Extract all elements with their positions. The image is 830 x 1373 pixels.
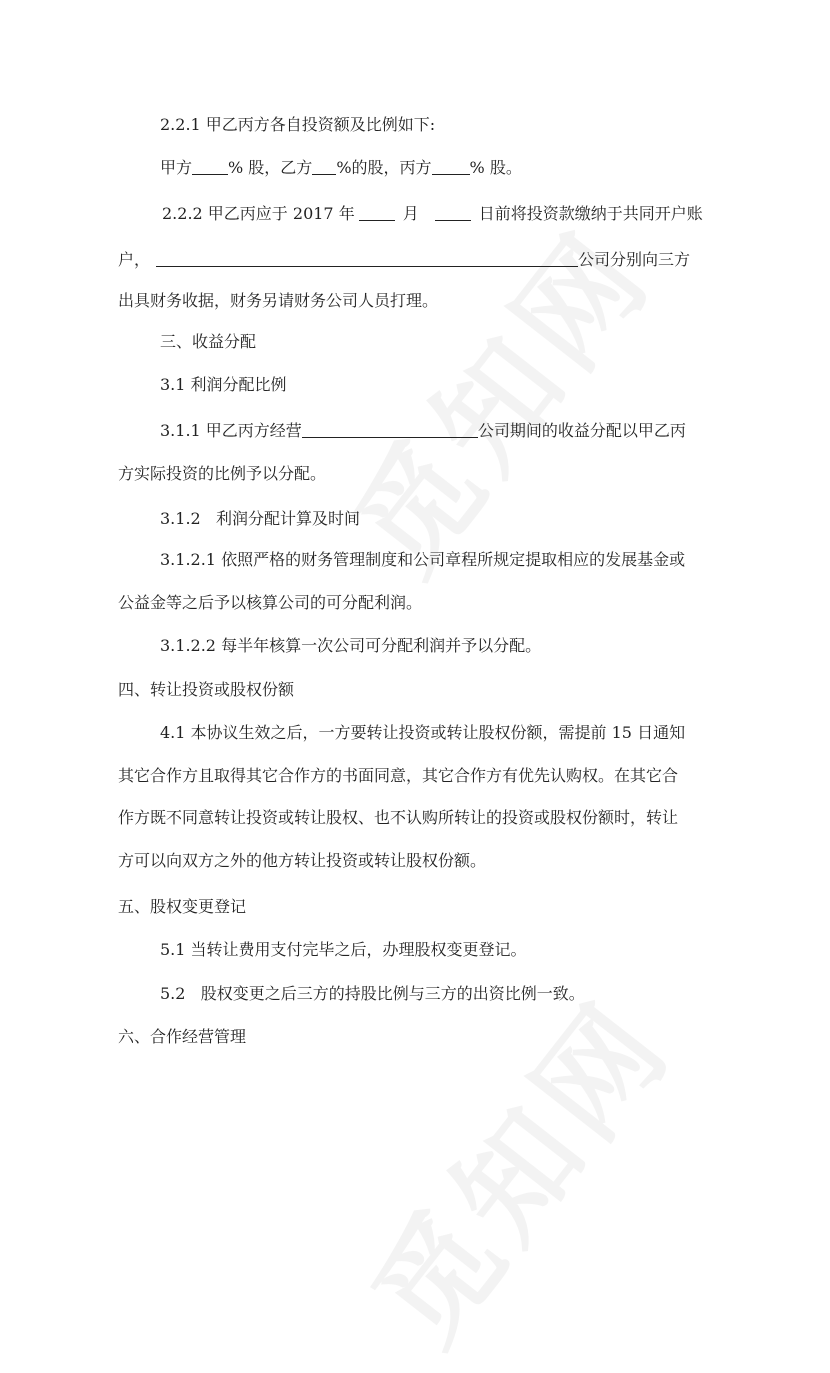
paragraph-2-2-2: 2.2.2 甲乙丙应于 2017 年 月 日前将投资款缴纳于共同开户账 (162, 204, 703, 223)
paragraph-3-1-1: 3.1.1 甲乙丙方经营 公司期间的收益分配以甲乙丙 (160, 421, 686, 440)
blank-company-name (156, 250, 578, 267)
heading-3-1: 3.1 利润分配比例 (160, 375, 287, 394)
heading-section-6: 六、合作经营管理 (118, 1027, 247, 1046)
paragraph-4-1: 4.1 本协议生效之后，一方要转让投资或转让股权份额，需提前 15 日通知 (160, 723, 686, 742)
paragraph-4-1-cont-3: 方可以向双方之外的他方转让投资或转让股权份额。 (118, 851, 487, 870)
paragraph-5-2: 5.2 股权变更之后三方的持股比例与三方的出资比例一致。 (160, 984, 585, 1003)
paragraph-2-2-2-cont: 户， 公司分别向三方 (118, 250, 691, 269)
blank-day (435, 204, 471, 221)
blank-operating-company (302, 421, 478, 438)
paragraph-5-1: 5.1 当转让费用支付完毕之后，办理股权变更登记。 (160, 940, 527, 959)
blank-month (359, 204, 395, 221)
paragraph-4-1-cont-2: 作方既不同意转让投资或转让股权、也不认购所转让的投资或股权份额时，转让 (118, 808, 679, 827)
paragraph-3-1-2-1-cont: 公益金等之后予以核算公司的可分配利润。 (118, 593, 423, 612)
heading-section-3: 三、收益分配 (160, 332, 257, 351)
paragraph-3-1-1-cont: 方实际投资的比例予以分配。 (118, 464, 327, 483)
watermark (327, 959, 703, 1372)
blank-bing-percent (432, 158, 470, 175)
blank-yi-percent (312, 158, 336, 175)
paragraph-2-2-2-end: 出具财务收据，财务另请财务公司人员打理。 (118, 291, 439, 310)
paragraph-3-1-2-2: 3.1.2.2 每半年核算一次公司可分配利润并予以分配。 (160, 636, 542, 655)
paragraph-2-2-1: 2.2.1 甲乙丙方各自投资额及比例如下: (160, 115, 436, 134)
heading-3-1-2: 3.1.2 利润分配计算及时间 (160, 509, 360, 528)
heading-section-5: 五、股权变更登记 (118, 897, 247, 916)
paragraph-4-1-cont-1: 其它合作方且取得其它合作方的书面同意，其它合作方有优先认购权。在其它合 (118, 766, 679, 785)
heading-section-4: 四、转让投资或股权份额 (118, 680, 295, 699)
paragraph-3-1-2-1: 3.1.2.1 依照严格的财务管理制度和公司章程所规定提取相应的发展基金或 (160, 550, 686, 569)
paragraph-share-ratio: 甲方 % 股，乙方 %的股，丙方 % 股。 (160, 158, 522, 177)
blank-jia-percent (192, 158, 228, 175)
